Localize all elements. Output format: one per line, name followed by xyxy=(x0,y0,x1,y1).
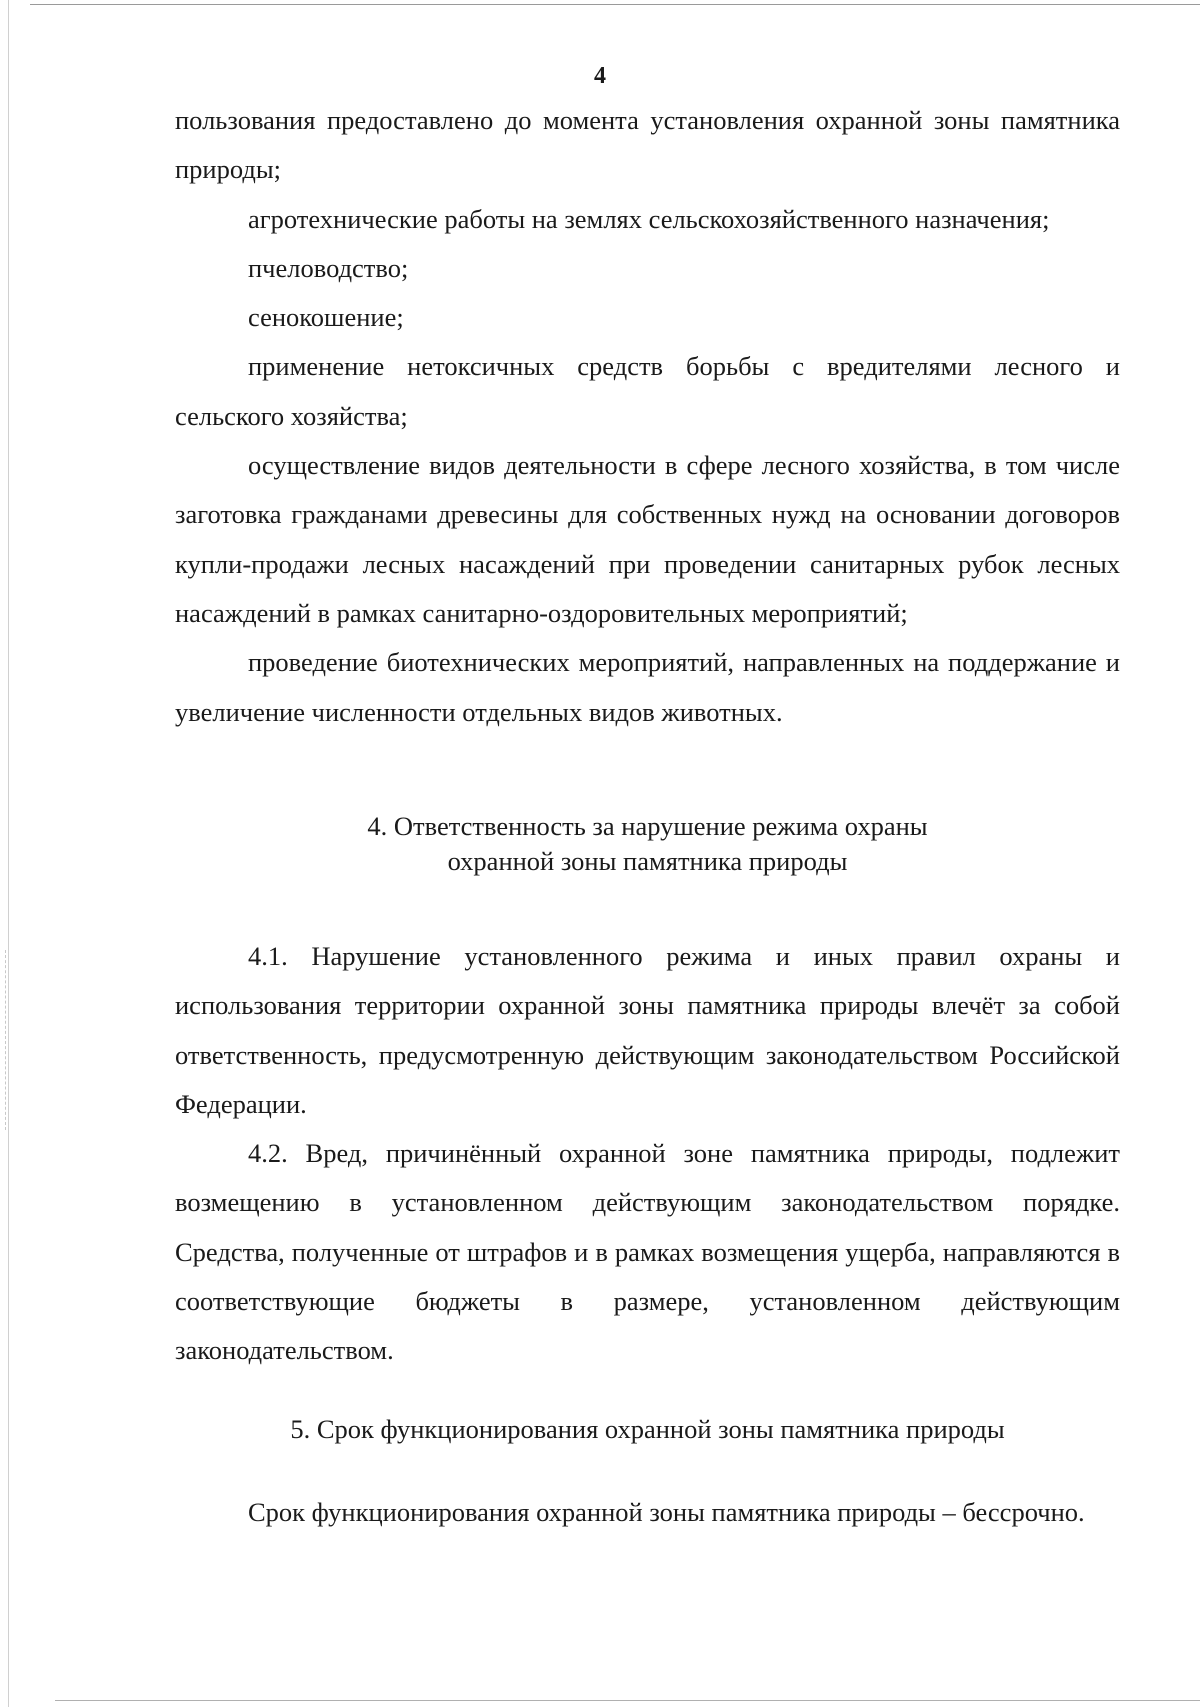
paragraph-beekeeping: пчеловодство; xyxy=(248,252,409,283)
paragraph-continued: пользования предоставлено до момента установления охранной зоны памятника природы; xyxy=(175,105,1120,185)
paragraph-5: Срок функционирования охранной зоны памятника природы – бессрочно. xyxy=(248,1497,1085,1527)
paragraph-forestry: осуществление видов деятельности в сфере лесного хозяйства, в том числе заготовка гражданами древесины для собственных нужд на основании договоров купли-продажи лесных насаждений при проведении санитарных рубок лесных насаждений в рамках санитарно-оздоровительных мероприятий; xyxy=(175,450,1120,628)
section5-body xyxy=(175,1488,1120,1537)
paragraph-4-2: 4.2. Вред, причинённый охранной зоне памятника природы, подлежит возмещению в установленном действующим законодательством порядке. Средства, полученные от штрафов и в рамках возмещения ущерба, направляются в соответствующие бюджеты в размере, установленном действующим законодательством. xyxy=(175,1138,1120,1366)
section4-body xyxy=(175,932,1120,1376)
paragraph-biotech: проведение биотехнических мероприятий, направленных на поддержание и увеличение численности отдельных видов животных. xyxy=(175,647,1120,727)
paragraph-pest-control: применение нетоксичных средств борьбы с вредителями лесного и сельского хозяйства; xyxy=(175,351,1120,431)
scan-edge-left-dash xyxy=(5,950,6,1130)
body-text-top xyxy=(175,96,1120,737)
section4-heading-line2: охранной зоны памятника природы xyxy=(447,846,848,876)
scan-edge-left xyxy=(8,0,9,1707)
paragraph-agrotech: агротехнические работы на землях сельскохозяйственного назначения; xyxy=(248,203,1050,234)
paragraph-4-1: 4.1. Нарушение установленного режима и иных правил охраны и использования территории охранной зоны памятника природы влечёт за собой ответственность, предусмотренную действующим законодательством Российской Федерации. xyxy=(175,941,1120,1119)
section5-heading: 5. Срок функционирования охранной зоны памятника природы xyxy=(290,1414,1005,1444)
scan-edge-bottom xyxy=(55,1700,1200,1701)
paragraph-haymaking: сенокошение; xyxy=(248,302,404,333)
scan-edge-top xyxy=(30,4,1200,5)
section4-heading xyxy=(175,809,1120,879)
section4-heading-line1: 4. Ответственность за нарушение режима охраны xyxy=(367,811,928,841)
page-number: 4 xyxy=(594,63,606,89)
